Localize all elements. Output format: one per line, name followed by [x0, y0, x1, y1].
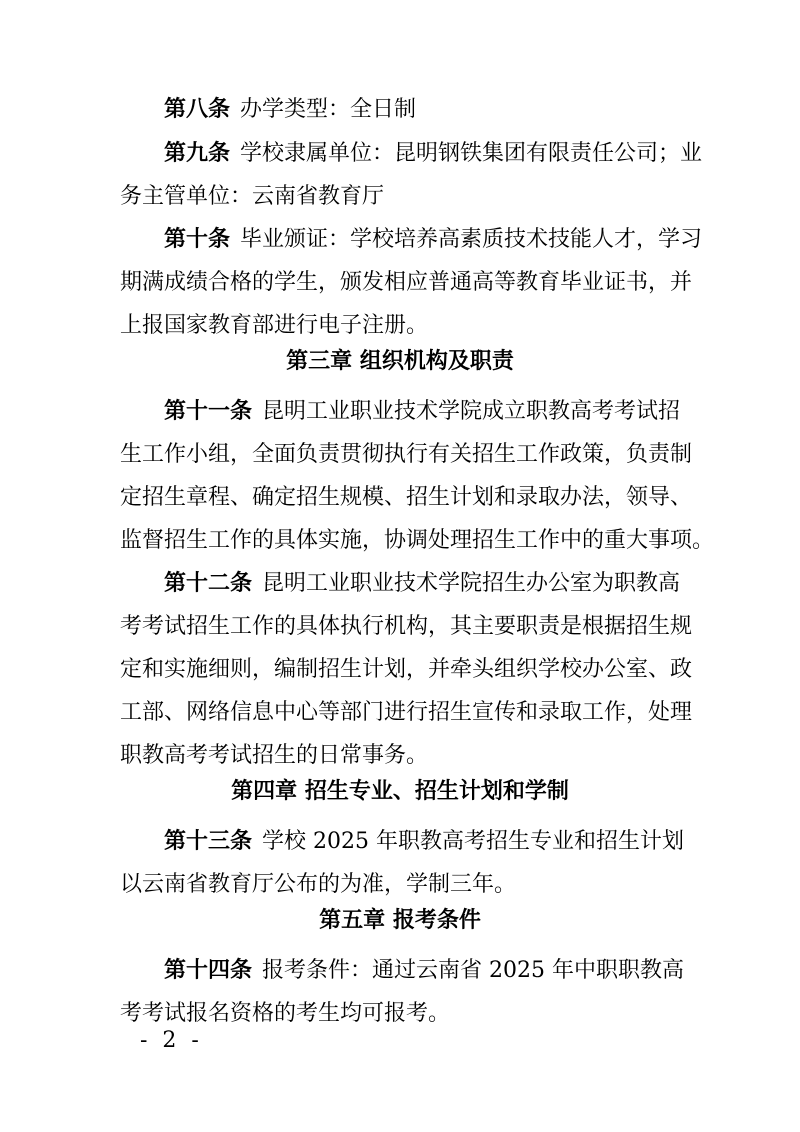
article-14-label: 第十四条: [164, 958, 253, 983]
article-10-text-1: 毕业颁证：学校培养高素质技术技能人才，学习: [240, 227, 703, 252]
article-12-line-5: 职教高考考试招生的日常事务。: [120, 743, 429, 768]
article-11-line-3: 定招生章程、确定招生规模、招生计划和录取办法，领导、: [120, 485, 693, 510]
article-11-line-1: [164, 397, 680, 427]
chapter-5-heading: 第五章 报考条件: [319, 908, 481, 933]
article-10-line-1: [164, 225, 702, 255]
article-12-line-4: 工部、网络信息中心等部门进行招生宣传和录取工作，处理: [120, 700, 693, 725]
article-11-label: 第十一条: [164, 399, 253, 424]
article-11-text-1: 昆明工业职业技术学院成立职教高考考试招: [262, 399, 681, 424]
page-number: - 2 -: [140, 1028, 203, 1053]
article-8-text-1: 办学类型：全日制: [240, 97, 417, 122]
article-9-line-1: [164, 139, 702, 169]
article-12-label: 第十二条: [164, 571, 253, 596]
article-11-line-4: 监督招生工作的具体实施，协调处理招生工作中的重大事项。: [120, 528, 715, 553]
article-13-text-1: 学校 2025 年职教高考招生专业和招生计划: [262, 829, 684, 854]
chapter-4-heading: 第四章 招生专业、招生计划和学制: [231, 779, 569, 804]
article-13-label: 第十三条: [164, 829, 253, 854]
article-12-line-2: 考考试招生工作的具体执行机构，其主要职责是根据招生规: [120, 614, 693, 639]
article-14-line-2: 考考试报名资格的考生均可报考。: [120, 1001, 451, 1026]
article-10-label: 第十条: [164, 227, 231, 252]
article-8-line-1: [164, 95, 416, 125]
article-13-line-1: [164, 827, 684, 857]
article-12-line-3: 定和实施细则，编制招生计划，并牵头组织学校办公室、政: [120, 657, 693, 682]
article-12-line-1: [164, 569, 680, 599]
article-9-line-2: 务主管单位：云南省教育厅: [120, 184, 385, 209]
article-10-line-2: 期满成绩合格的学生，颁发相应普通高等教育毕业证书，并: [120, 270, 693, 295]
article-10-line-3: 上报国家教育部进行电子注册。: [120, 313, 429, 338]
article-12-text-1: 昆明工业职业技术学院招生办公室为职教高: [262, 571, 681, 596]
article-9-text-1: 学校隶属单位：昆明钢铁集团有限责任公司；业: [240, 141, 703, 166]
article-11-line-2: 生工作小组，全面负责贯彻执行有关招生工作政策，负责制: [120, 442, 693, 467]
article-8-label: 第八条: [164, 97, 231, 122]
article-9-label: 第九条: [164, 141, 231, 166]
chapter-3-heading: 第三章 组织机构及职责: [286, 349, 514, 374]
article-13-line-2: 以云南省教育厅公布的为准，学制三年。: [120, 872, 517, 897]
article-14-line-1: [164, 956, 684, 986]
article-14-text-1: 报考条件：通过云南省 2025 年中职职教高: [262, 958, 684, 983]
